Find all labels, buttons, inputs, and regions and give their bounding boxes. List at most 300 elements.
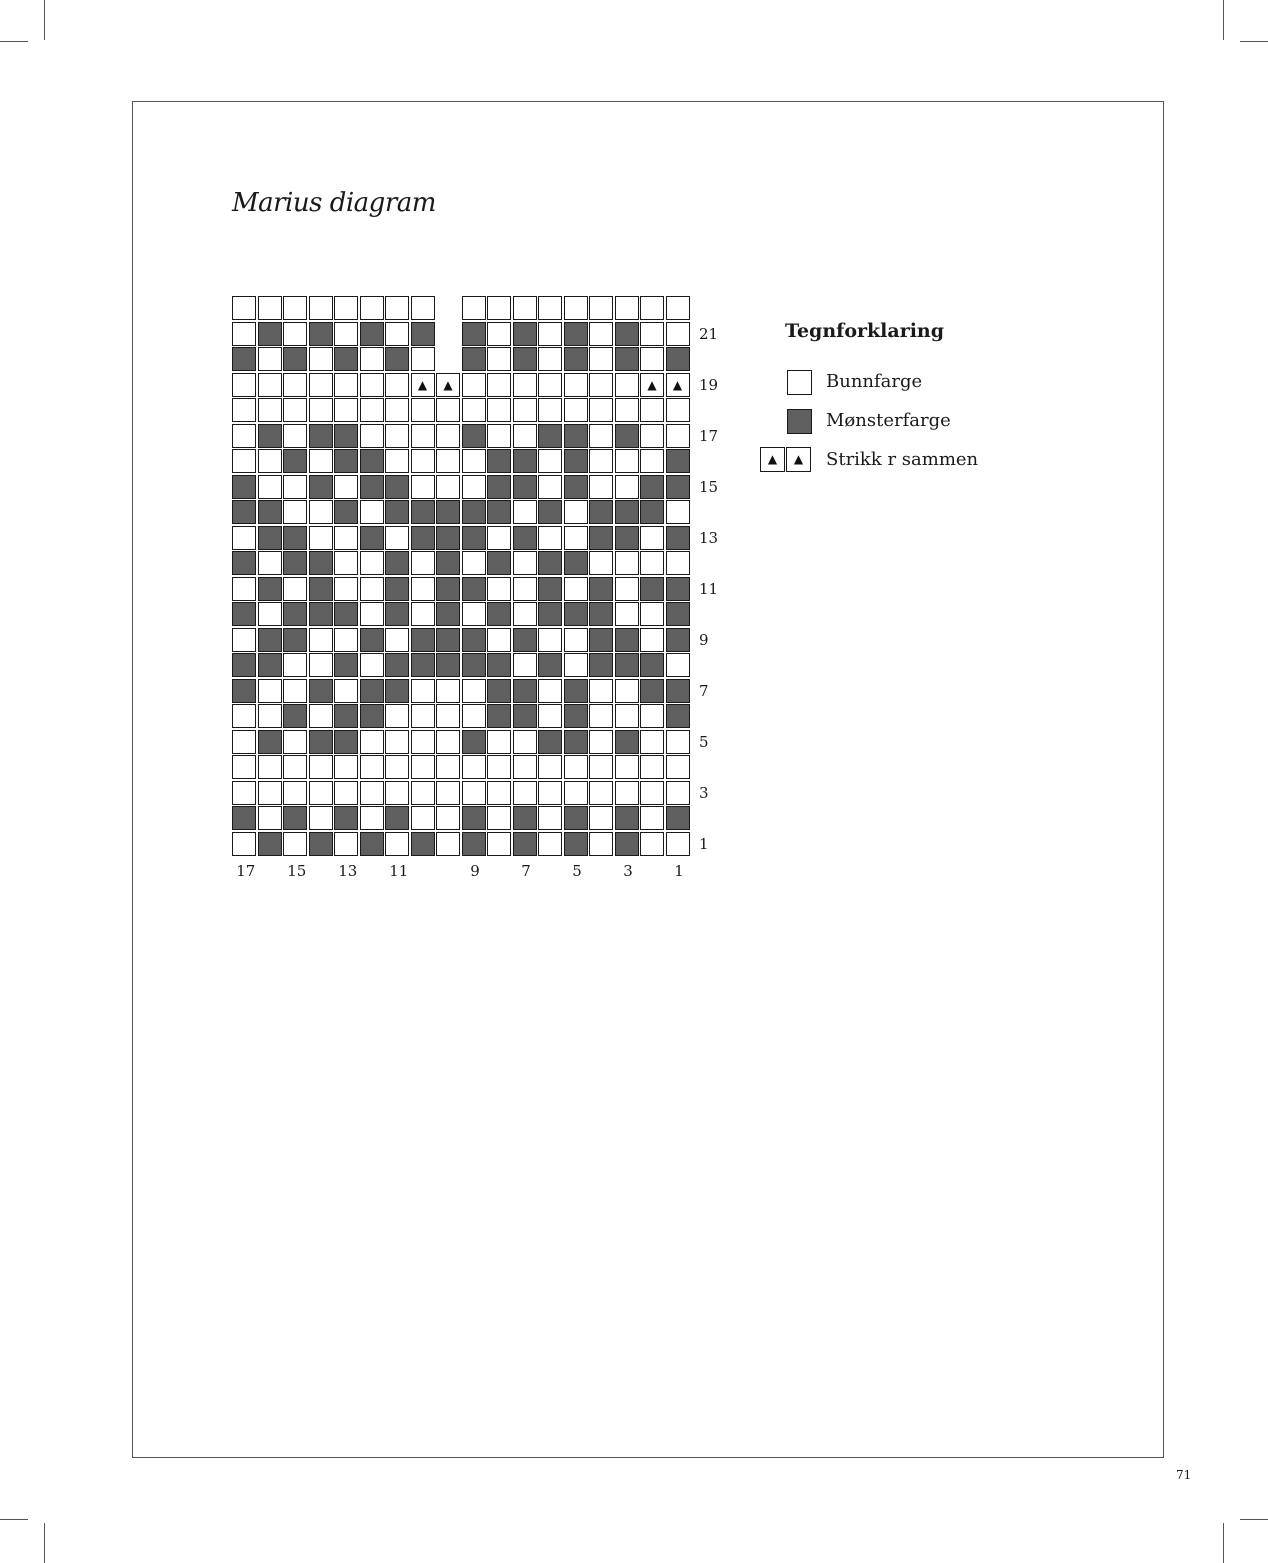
chart-cell-background (640, 296, 664, 320)
crop-mark (0, 1519, 28, 1520)
chart-cell-background (436, 730, 460, 754)
chart-cell-pattern (360, 449, 384, 473)
chart-cell-background (564, 628, 588, 652)
chart-cell-pattern (411, 628, 435, 652)
chart-cell-background (283, 653, 307, 677)
chart-cell-background (513, 577, 537, 601)
chart-cell-background (309, 398, 333, 422)
chart-cell-background (436, 704, 460, 728)
row-number: 3 (699, 783, 709, 802)
chart-cell-background (487, 730, 511, 754)
chart-cell-background (309, 347, 333, 371)
chart-cell-pattern (615, 526, 639, 550)
chart-cell-background (538, 526, 562, 550)
chart-cell-background (564, 577, 588, 601)
chart-cell-background (232, 449, 256, 473)
chart-cell-background (666, 398, 690, 422)
chart-cell-pattern (232, 679, 256, 703)
column-number: 9 (470, 862, 480, 880)
chart-cell-pattern (436, 628, 460, 652)
chart-cell-pattern (538, 500, 562, 524)
chart-cell-background (513, 755, 537, 779)
chart-cell-pattern (258, 832, 282, 856)
chart-cell-background (411, 551, 435, 575)
chart-cell-background (232, 526, 256, 550)
chart-cell-pattern (462, 653, 486, 677)
chart-cell-pattern (334, 347, 358, 371)
chart-cell-background (258, 347, 282, 371)
chart-cell-pattern (283, 602, 307, 626)
chart-cell-pattern (640, 679, 664, 703)
crop-mark (0, 41, 28, 42)
chart-cell-background (283, 475, 307, 499)
page-number: 71 (1176, 1468, 1192, 1482)
chart-cell-background (589, 296, 613, 320)
decrease-symbol-swatch (760, 447, 785, 472)
chart-cell-background (309, 628, 333, 652)
chart-cell-pattern (513, 832, 537, 856)
chart-cell-background (411, 781, 435, 805)
chart-cell-pattern (385, 475, 409, 499)
chart-cell-background (513, 653, 537, 677)
chart-cell-background (538, 679, 562, 703)
chart-cell-background (538, 704, 562, 728)
crop-mark (1240, 1519, 1268, 1520)
decrease-symbol-swatch (786, 447, 811, 472)
chart-cell-background (360, 424, 384, 448)
chart-cell-background (513, 781, 537, 805)
chart-cell-pattern (589, 653, 613, 677)
chart-cell-background (385, 628, 409, 652)
chart-cell-background (232, 296, 256, 320)
chart-cell-pattern (309, 475, 333, 499)
crop-mark (1223, 0, 1224, 40)
chart-cell-background (385, 373, 409, 397)
chart-cell-pattern (360, 832, 384, 856)
chart-cell-pattern (462, 526, 486, 550)
chart-cell-pattern (436, 551, 460, 575)
chart-cell-background (640, 424, 664, 448)
chart-cell-pattern (666, 347, 690, 371)
chart-cell-background (309, 449, 333, 473)
chart-cell-background (411, 424, 435, 448)
chart-cell-background (487, 424, 511, 448)
chart-cell-background (462, 602, 486, 626)
chart-cell-background (436, 781, 460, 805)
chart-cell-pattern (232, 347, 256, 371)
chart-cell-background (334, 398, 358, 422)
chart-cell-pattern (487, 679, 511, 703)
chart-cell-background (640, 730, 664, 754)
chart-cell-background (564, 500, 588, 524)
chart-cell-pattern (487, 449, 511, 473)
chart-cell-background (411, 296, 435, 320)
chart-cell-background (640, 755, 664, 779)
chart-cell-pattern (385, 500, 409, 524)
row-number: 9 (699, 630, 709, 649)
chart-cell-pattern (666, 577, 690, 601)
chart-cell-background (640, 704, 664, 728)
chart-cell-pattern (640, 577, 664, 601)
column-number: 15 (287, 862, 307, 880)
chart-cell-pattern (232, 551, 256, 575)
chart-cell-pattern (309, 577, 333, 601)
chart-cell-background (385, 296, 409, 320)
chart-cell-background (640, 347, 664, 371)
chart-cell-background (334, 755, 358, 779)
chart-cell-background (436, 449, 460, 473)
chart-cell-background (462, 551, 486, 575)
chart-cell-background (487, 398, 511, 422)
chart-cell-background (487, 577, 511, 601)
chart-cell-background (385, 526, 409, 550)
chart-cell-pattern (462, 806, 486, 830)
chart-cell-pattern (360, 679, 384, 703)
chart-cell-pattern (436, 602, 460, 626)
chart-cell-pattern (513, 347, 537, 371)
chart-cell-background (411, 679, 435, 703)
chart-cell-pattern (615, 347, 639, 371)
chart-cell-pattern (564, 449, 588, 473)
chart-cell-background (283, 577, 307, 601)
chart-cell-background (309, 755, 333, 779)
chart-cell-background (462, 449, 486, 473)
chart-cell-background (360, 577, 384, 601)
chart-cell-background (487, 347, 511, 371)
chart-cell-pattern (538, 577, 562, 601)
chart-cell-background (589, 730, 613, 754)
legend (760, 320, 1080, 490)
chart-cell-pattern (411, 526, 435, 550)
chart-cell-background (385, 424, 409, 448)
chart-cell-background (436, 475, 460, 499)
chart-cell-background (640, 781, 664, 805)
chart-cell-pattern (564, 551, 588, 575)
chart-cell-pattern (538, 602, 562, 626)
chart-cell-background (258, 449, 282, 473)
chart-cell-background (462, 475, 486, 499)
chart-cell-background (334, 832, 358, 856)
chart-cell-pattern (666, 449, 690, 473)
chart-cell-background (462, 755, 486, 779)
row-number: 15 (699, 477, 719, 496)
chart-cell-background (538, 832, 562, 856)
chart-cell-background (538, 373, 562, 397)
chart-cell-pattern (640, 475, 664, 499)
chart-cell-background (615, 449, 639, 473)
chart-cell-background (589, 781, 613, 805)
chart-cell-background (436, 679, 460, 703)
chart-cell-pattern (615, 628, 639, 652)
column-number: 17 (236, 862, 256, 880)
chart-cell-background (232, 832, 256, 856)
chart-cell-pattern (487, 551, 511, 575)
chart-cell-background (309, 704, 333, 728)
chart-cell-pattern (309, 602, 333, 626)
chart-cell-background (564, 653, 588, 677)
chart-cell-background (283, 500, 307, 524)
chart-cell-background (309, 781, 333, 805)
chart-cell-background (615, 704, 639, 728)
chart-cell-background (538, 475, 562, 499)
legend-title: Tegnforklaring (785, 320, 945, 342)
chart-cell-pattern (334, 449, 358, 473)
chart-cell-background (666, 781, 690, 805)
chart-cell-pattern (615, 653, 639, 677)
chart-cell-pattern (462, 500, 486, 524)
chart-cell-decrease (436, 373, 460, 397)
chart-cell-pattern (487, 653, 511, 677)
chart-cell-pattern (615, 322, 639, 346)
row-number: 13 (699, 528, 719, 547)
chart-cell-background (666, 730, 690, 754)
chart-cell-background (283, 781, 307, 805)
chart-cell-pattern (666, 628, 690, 652)
chart-cell-background (487, 322, 511, 346)
chart-cell-pattern (564, 475, 588, 499)
chart-cell-background (487, 373, 511, 397)
chart-cell-pattern (436, 653, 460, 677)
chart-cell-pattern (385, 551, 409, 575)
chart-cell-background (309, 806, 333, 830)
row-number: 1 (699, 834, 709, 853)
row-number: 19 (699, 375, 719, 394)
chart-cell-background (640, 551, 664, 575)
chart-cell-background (258, 373, 282, 397)
chart-cell-background (589, 398, 613, 422)
chart-cell-background (589, 551, 613, 575)
chart-cell-background (666, 424, 690, 448)
chart-cell-background (640, 449, 664, 473)
chart-cell-decrease (640, 373, 664, 397)
row-number: 11 (699, 579, 719, 598)
chart-cell-background (589, 679, 613, 703)
chart-cell-pattern (436, 526, 460, 550)
chart-cell-background (513, 730, 537, 754)
chart-cell-pattern (487, 704, 511, 728)
chart-cell-background (360, 653, 384, 677)
chart-cell-background (513, 296, 537, 320)
chart-cell-decrease (411, 373, 435, 397)
chart-cell-background (666, 322, 690, 346)
chart-cell-background (436, 424, 460, 448)
chart-cell-background (232, 730, 256, 754)
chart-cell-background (487, 781, 511, 805)
chart-cell-background (258, 781, 282, 805)
chart-cell-background (462, 296, 486, 320)
chart-cell-background (615, 475, 639, 499)
legend-label-pattern: Mønsterfarge (826, 410, 951, 431)
chart-cell-background (360, 373, 384, 397)
chart-cell-background (538, 628, 562, 652)
chart-cell-pattern (462, 730, 486, 754)
chart-cell-background (334, 781, 358, 805)
chart-cell-pattern (411, 653, 435, 677)
chart-cell-pattern (309, 679, 333, 703)
chart-cell-background (666, 832, 690, 856)
chart-cell-pattern (385, 347, 409, 371)
chart-cell-pattern (309, 551, 333, 575)
chart-cell-pattern (487, 500, 511, 524)
chart-cell-pattern (589, 526, 613, 550)
chart-cell-pattern (640, 653, 664, 677)
chart-cell-background (615, 781, 639, 805)
triangle-icon: ▲ (767, 452, 778, 466)
chart-cell-pattern (462, 628, 486, 652)
chart-cell-background (360, 806, 384, 830)
chart-cell-background (360, 730, 384, 754)
chart-cell-pattern (258, 628, 282, 652)
chart-cell-background (360, 398, 384, 422)
chart-cell-background (666, 755, 690, 779)
chart-cell-background (283, 730, 307, 754)
chart-cell-background (334, 551, 358, 575)
chart-cell-pattern (462, 322, 486, 346)
chart-cell-pattern (462, 424, 486, 448)
chart-cell-background (309, 373, 333, 397)
chart-cell-background (411, 449, 435, 473)
chart-cell-pattern (309, 832, 333, 856)
row-number: 7 (699, 681, 709, 700)
chart-cell-background (385, 704, 409, 728)
chart-cell-pattern (462, 832, 486, 856)
chart-cell-pattern (283, 526, 307, 550)
chart-cell-pattern (360, 628, 384, 652)
chart-cell-pattern (615, 424, 639, 448)
chart-cell-background (589, 322, 613, 346)
chart-cell-background (360, 500, 384, 524)
chart-cell-pattern (615, 806, 639, 830)
chart-cell-background (487, 628, 511, 652)
chart-cell-background (615, 679, 639, 703)
chart-cell-pattern (385, 602, 409, 626)
chart-cell-pattern (513, 806, 537, 830)
column-number: 1 (674, 862, 684, 880)
chart-cell-pattern (283, 449, 307, 473)
chart-cell-background (615, 373, 639, 397)
chart-cell-background (385, 755, 409, 779)
chart-cell-background (411, 398, 435, 422)
chart-cell-pattern (666, 602, 690, 626)
chart-cell-pattern (538, 653, 562, 677)
chart-cell-pattern (615, 730, 639, 754)
chart-cell-pattern (513, 679, 537, 703)
chart-cell-pattern (513, 526, 537, 550)
row-number: 17 (699, 426, 719, 445)
chart-cell-pattern (589, 628, 613, 652)
chart-cell-pattern (564, 832, 588, 856)
chart-cell-background (640, 398, 664, 422)
chart-cell-decrease (666, 373, 690, 397)
column-number: 3 (623, 862, 633, 880)
chart-cell-background (538, 296, 562, 320)
chart-cell-background (538, 449, 562, 473)
chart-cell-background (232, 628, 256, 652)
chart-cell-pattern (283, 806, 307, 830)
chart-cell-pattern (615, 500, 639, 524)
chart-cell-pattern (232, 475, 256, 499)
chart-cell-pattern (538, 424, 562, 448)
chart-cell-background (385, 398, 409, 422)
chart-cell-background (589, 806, 613, 830)
chart-cell-background (385, 322, 409, 346)
chart-cell-pattern (589, 602, 613, 626)
chart-cell-background (640, 526, 664, 550)
chart-cell-pattern (436, 577, 460, 601)
triangle-icon: ▲ (793, 452, 804, 466)
chart-cell-pattern (666, 475, 690, 499)
chart-cell-background (309, 526, 333, 550)
chart-cell-background (538, 347, 562, 371)
chart-cell-background (666, 653, 690, 677)
chart-cell-pattern (360, 322, 384, 346)
chart-cell-background (513, 602, 537, 626)
chart-cell-background (334, 296, 358, 320)
chart-cell-background (258, 475, 282, 499)
chart-cell-background (436, 806, 460, 830)
chart-cell-background (462, 398, 486, 422)
chart-cell-background (589, 347, 613, 371)
chart-cell-background (513, 500, 537, 524)
chart-cell-pattern (564, 424, 588, 448)
chart-cell-background (462, 373, 486, 397)
chart-cell-background (258, 704, 282, 728)
chart-cell-pattern (564, 704, 588, 728)
chart-cell-pattern (564, 730, 588, 754)
chart-cell-background (411, 730, 435, 754)
chart-cell-pattern (666, 704, 690, 728)
chart-cell-background (462, 704, 486, 728)
chart-cell-background (334, 526, 358, 550)
chart-cell-pattern (309, 424, 333, 448)
chart-cell-background (411, 577, 435, 601)
chart-cell-background (666, 500, 690, 524)
chart-cell-background (283, 398, 307, 422)
chart-cell-pattern (232, 653, 256, 677)
chart-cell-background (232, 577, 256, 601)
column-number: 5 (572, 862, 582, 880)
chart-cell-pattern (513, 628, 537, 652)
chart-cell-background (615, 577, 639, 601)
chart-cell-background (615, 296, 639, 320)
chart-cell-background (309, 296, 333, 320)
chart-cell-pattern (360, 526, 384, 550)
column-number: 7 (521, 862, 531, 880)
chart-cell-pattern (334, 602, 358, 626)
chart-cell-pattern (334, 500, 358, 524)
chart-cell-pattern (258, 730, 282, 754)
chart-cell-background (232, 373, 256, 397)
chart-cell-background (513, 373, 537, 397)
chart-cell-background (538, 322, 562, 346)
chart-cell-background (538, 781, 562, 805)
chart-cell-background (513, 398, 537, 422)
chart-cell-pattern (538, 730, 562, 754)
chart-cell-pattern (564, 347, 588, 371)
chart-cell-background (589, 832, 613, 856)
crop-mark (1240, 41, 1268, 42)
chart-cell-pattern (309, 322, 333, 346)
chart-cell-background (487, 526, 511, 550)
chart-cell-background (360, 551, 384, 575)
chart-cell-background (258, 806, 282, 830)
chart-cell-background (589, 475, 613, 499)
chart-cell-pattern (232, 602, 256, 626)
chart-cell-pattern (283, 551, 307, 575)
chart-cell-background (283, 755, 307, 779)
chart-cell-background (564, 526, 588, 550)
chart-cell-pattern (411, 500, 435, 524)
